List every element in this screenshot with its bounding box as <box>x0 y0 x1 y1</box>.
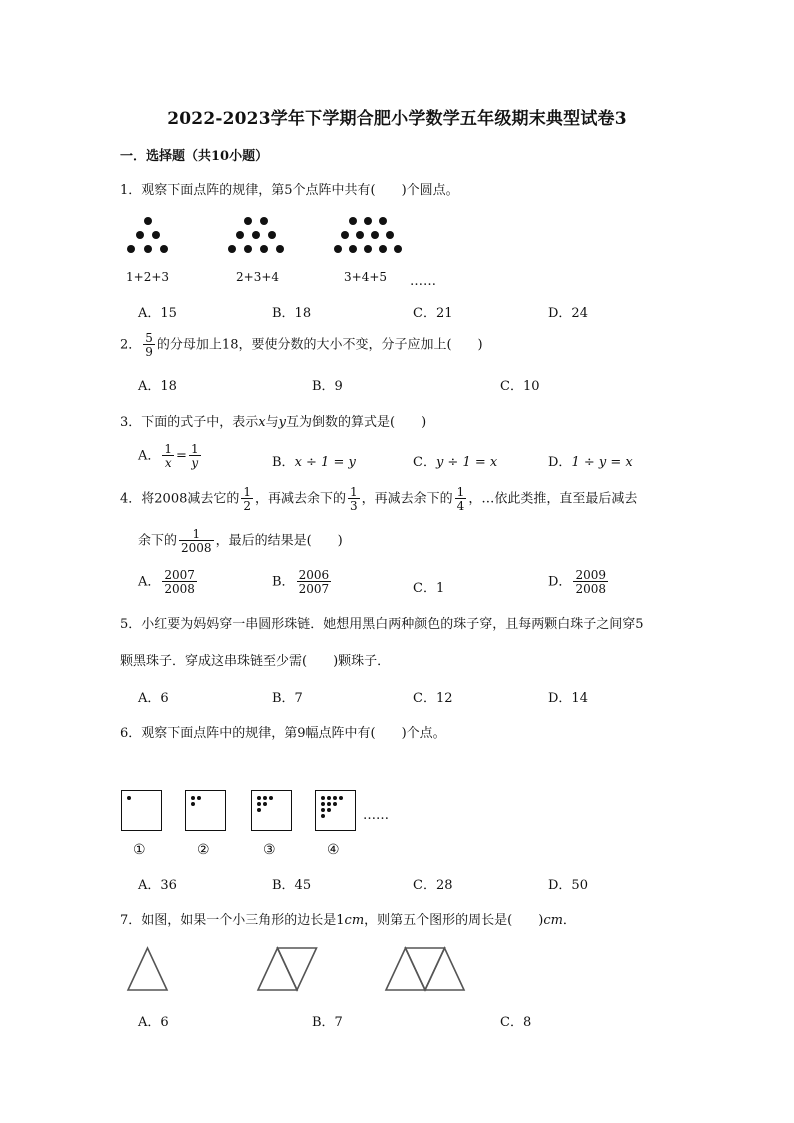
question-4-line-1: 4．将2008减去它的 $\frac{1}{2}$ ，再减去余下的 $\frac{1}{3}$ ，再减去余下的 $\frac{1}{4}$ ，…依此类推，直至最后减去 <box>120 485 638 513</box>
page-title: 2022-2023学年下学期合肥小学数学五年级期末典型试卷3 <box>167 109 627 129</box>
q7-option-b[interactable]: B．7 <box>312 1015 343 1030</box>
triangle-figure-3 <box>386 948 464 990</box>
dot <box>321 814 325 818</box>
dot <box>364 217 372 225</box>
dot <box>257 802 261 806</box>
dot <box>127 796 131 800</box>
dot <box>269 796 273 800</box>
dot <box>327 802 331 806</box>
q6-option-c[interactable]: C．28 <box>413 878 453 893</box>
q7-option-c[interactable]: C．8 <box>500 1015 532 1030</box>
q3-option-a[interactable]: A． $\frac{1}{x}$ = $\frac{1}{y}$ <box>138 442 199 470</box>
section-heading: 一．选择题（共10小题） <box>120 149 269 164</box>
q6-label-1: ① <box>133 842 146 858</box>
q1-option-d[interactable]: D．24 <box>548 306 588 321</box>
dot <box>228 245 236 253</box>
q4-option-a[interactable]: A． $\frac{2007}{2008}$ <box>138 568 195 596</box>
q5-option-c[interactable]: C．12 <box>413 691 453 706</box>
dot <box>394 245 402 253</box>
dot <box>321 808 325 812</box>
question-1-text: 1．观察下面点阵的规律，第5个点阵中共有( )个圆点。 <box>120 183 459 198</box>
dot <box>276 245 284 253</box>
q5-option-b[interactable]: B．7 <box>272 691 303 706</box>
q5-option-d[interactable]: D．14 <box>548 691 588 706</box>
q1-option-c[interactable]: C．21 <box>413 306 453 321</box>
q6-option-d[interactable]: D．50 <box>548 878 588 893</box>
q6-ellipsis: …… <box>363 808 389 823</box>
dot <box>364 245 372 253</box>
dot <box>379 217 387 225</box>
q1-option-a[interactable]: A．15 <box>138 306 177 321</box>
dot <box>257 808 261 812</box>
question-3: 3．下面的式子中，表示x与y互为倒数的算式是( ) <box>120 415 427 430</box>
question-5-line-1: 5．小红要为妈妈穿一串圆形珠链．她想用黑白两种颜色的珠子穿，且每两颗白珠子之间穿5 <box>120 617 644 632</box>
dot <box>160 245 168 253</box>
dot <box>191 802 195 806</box>
dot <box>321 796 325 800</box>
dot <box>333 796 337 800</box>
q1-option-b[interactable]: B．18 <box>272 306 312 321</box>
dot <box>136 231 144 239</box>
q5-option-a[interactable]: A．6 <box>138 691 169 706</box>
dot <box>341 231 349 239</box>
dot <box>144 245 152 253</box>
question-5-line-2: 颗黑珠子．穿成这串珠链至少需( )颗珠子． <box>120 654 391 669</box>
dot <box>244 245 252 253</box>
dot <box>263 802 267 806</box>
dot <box>327 796 331 800</box>
question-4-line-2: 余下的 $\frac{1}{2008}$ ，最后的结果是( ) <box>138 527 343 555</box>
q1-label-1: 1+2+3 <box>126 270 170 284</box>
q3-option-d[interactable]: D．1 ÷ y = x <box>548 455 633 470</box>
dot <box>263 796 267 800</box>
q7-option-a[interactable]: A．6 <box>138 1015 169 1030</box>
question-6-text: 6．观察下面点阵中的规律，第9幅点阵中有( )个点。 <box>120 726 446 741</box>
dot <box>321 802 325 806</box>
dot <box>371 231 379 239</box>
q6-option-a[interactable]: A．36 <box>138 878 177 893</box>
dot <box>144 217 152 225</box>
q2-option-b[interactable]: B．9 <box>312 379 343 394</box>
q2-text: 的分母加上18，要使分数的大小不变，分子应加上( ) <box>156 337 483 353</box>
dot <box>197 796 201 800</box>
dot <box>327 808 331 812</box>
triangle-figure-1 <box>128 948 167 990</box>
dot <box>152 231 160 239</box>
q6-label-3: ③ <box>263 842 276 858</box>
dot <box>257 796 261 800</box>
q2-option-c[interactable]: C．10 <box>500 379 540 394</box>
dot-box-2 <box>185 790 226 831</box>
q2-option-a[interactable]: A．18 <box>138 379 177 394</box>
dot-box-4 <box>315 790 356 831</box>
dot <box>333 802 337 806</box>
q3-option-c[interactable]: C．y ÷ 1 = x <box>413 455 498 470</box>
question-2 <box>120 332 483 358</box>
q4-option-b[interactable]: B． $\frac{2006}{2007}$ <box>272 568 330 596</box>
dot <box>356 231 364 239</box>
question-7: 7．如图，如果一个小三角形的边长是1cm，则第五个图形的周长是( )cm． <box>120 913 576 928</box>
q3-option-b[interactable]: B．x ÷ 1 = y <box>272 455 356 470</box>
dot <box>244 217 252 225</box>
q6-option-b[interactable]: B．45 <box>272 878 312 893</box>
dot <box>252 231 260 239</box>
q1-label-3: 3+4+5 <box>344 270 388 284</box>
q2-fraction: $\frac{5}{9}$ <box>145 331 153 359</box>
dot <box>339 796 343 800</box>
dot-box-3 <box>251 790 292 831</box>
q4-option-c[interactable]: C．1 <box>413 581 445 596</box>
dot <box>236 231 244 239</box>
dot <box>379 245 387 253</box>
dot <box>191 796 195 800</box>
triangle-figure-2 <box>258 948 317 990</box>
dot <box>260 245 268 253</box>
q6-label-4: ④ <box>327 842 340 858</box>
q1-label-2: 2+3+4 <box>236 270 280 284</box>
dot <box>349 245 357 253</box>
dot <box>349 217 357 225</box>
dot <box>268 231 276 239</box>
q1-ellipsis: …… <box>410 274 436 289</box>
dot-box-1 <box>121 790 162 831</box>
dot <box>127 245 135 253</box>
q2-number: 2． <box>120 337 142 353</box>
q4-option-d[interactable]: D． $\frac{2009}{2008}$ <box>548 568 606 596</box>
q6-label-2: ② <box>197 842 210 858</box>
dot <box>386 231 394 239</box>
dot <box>260 217 268 225</box>
q7-triangle-figures <box>120 940 500 1000</box>
dot <box>334 245 342 253</box>
